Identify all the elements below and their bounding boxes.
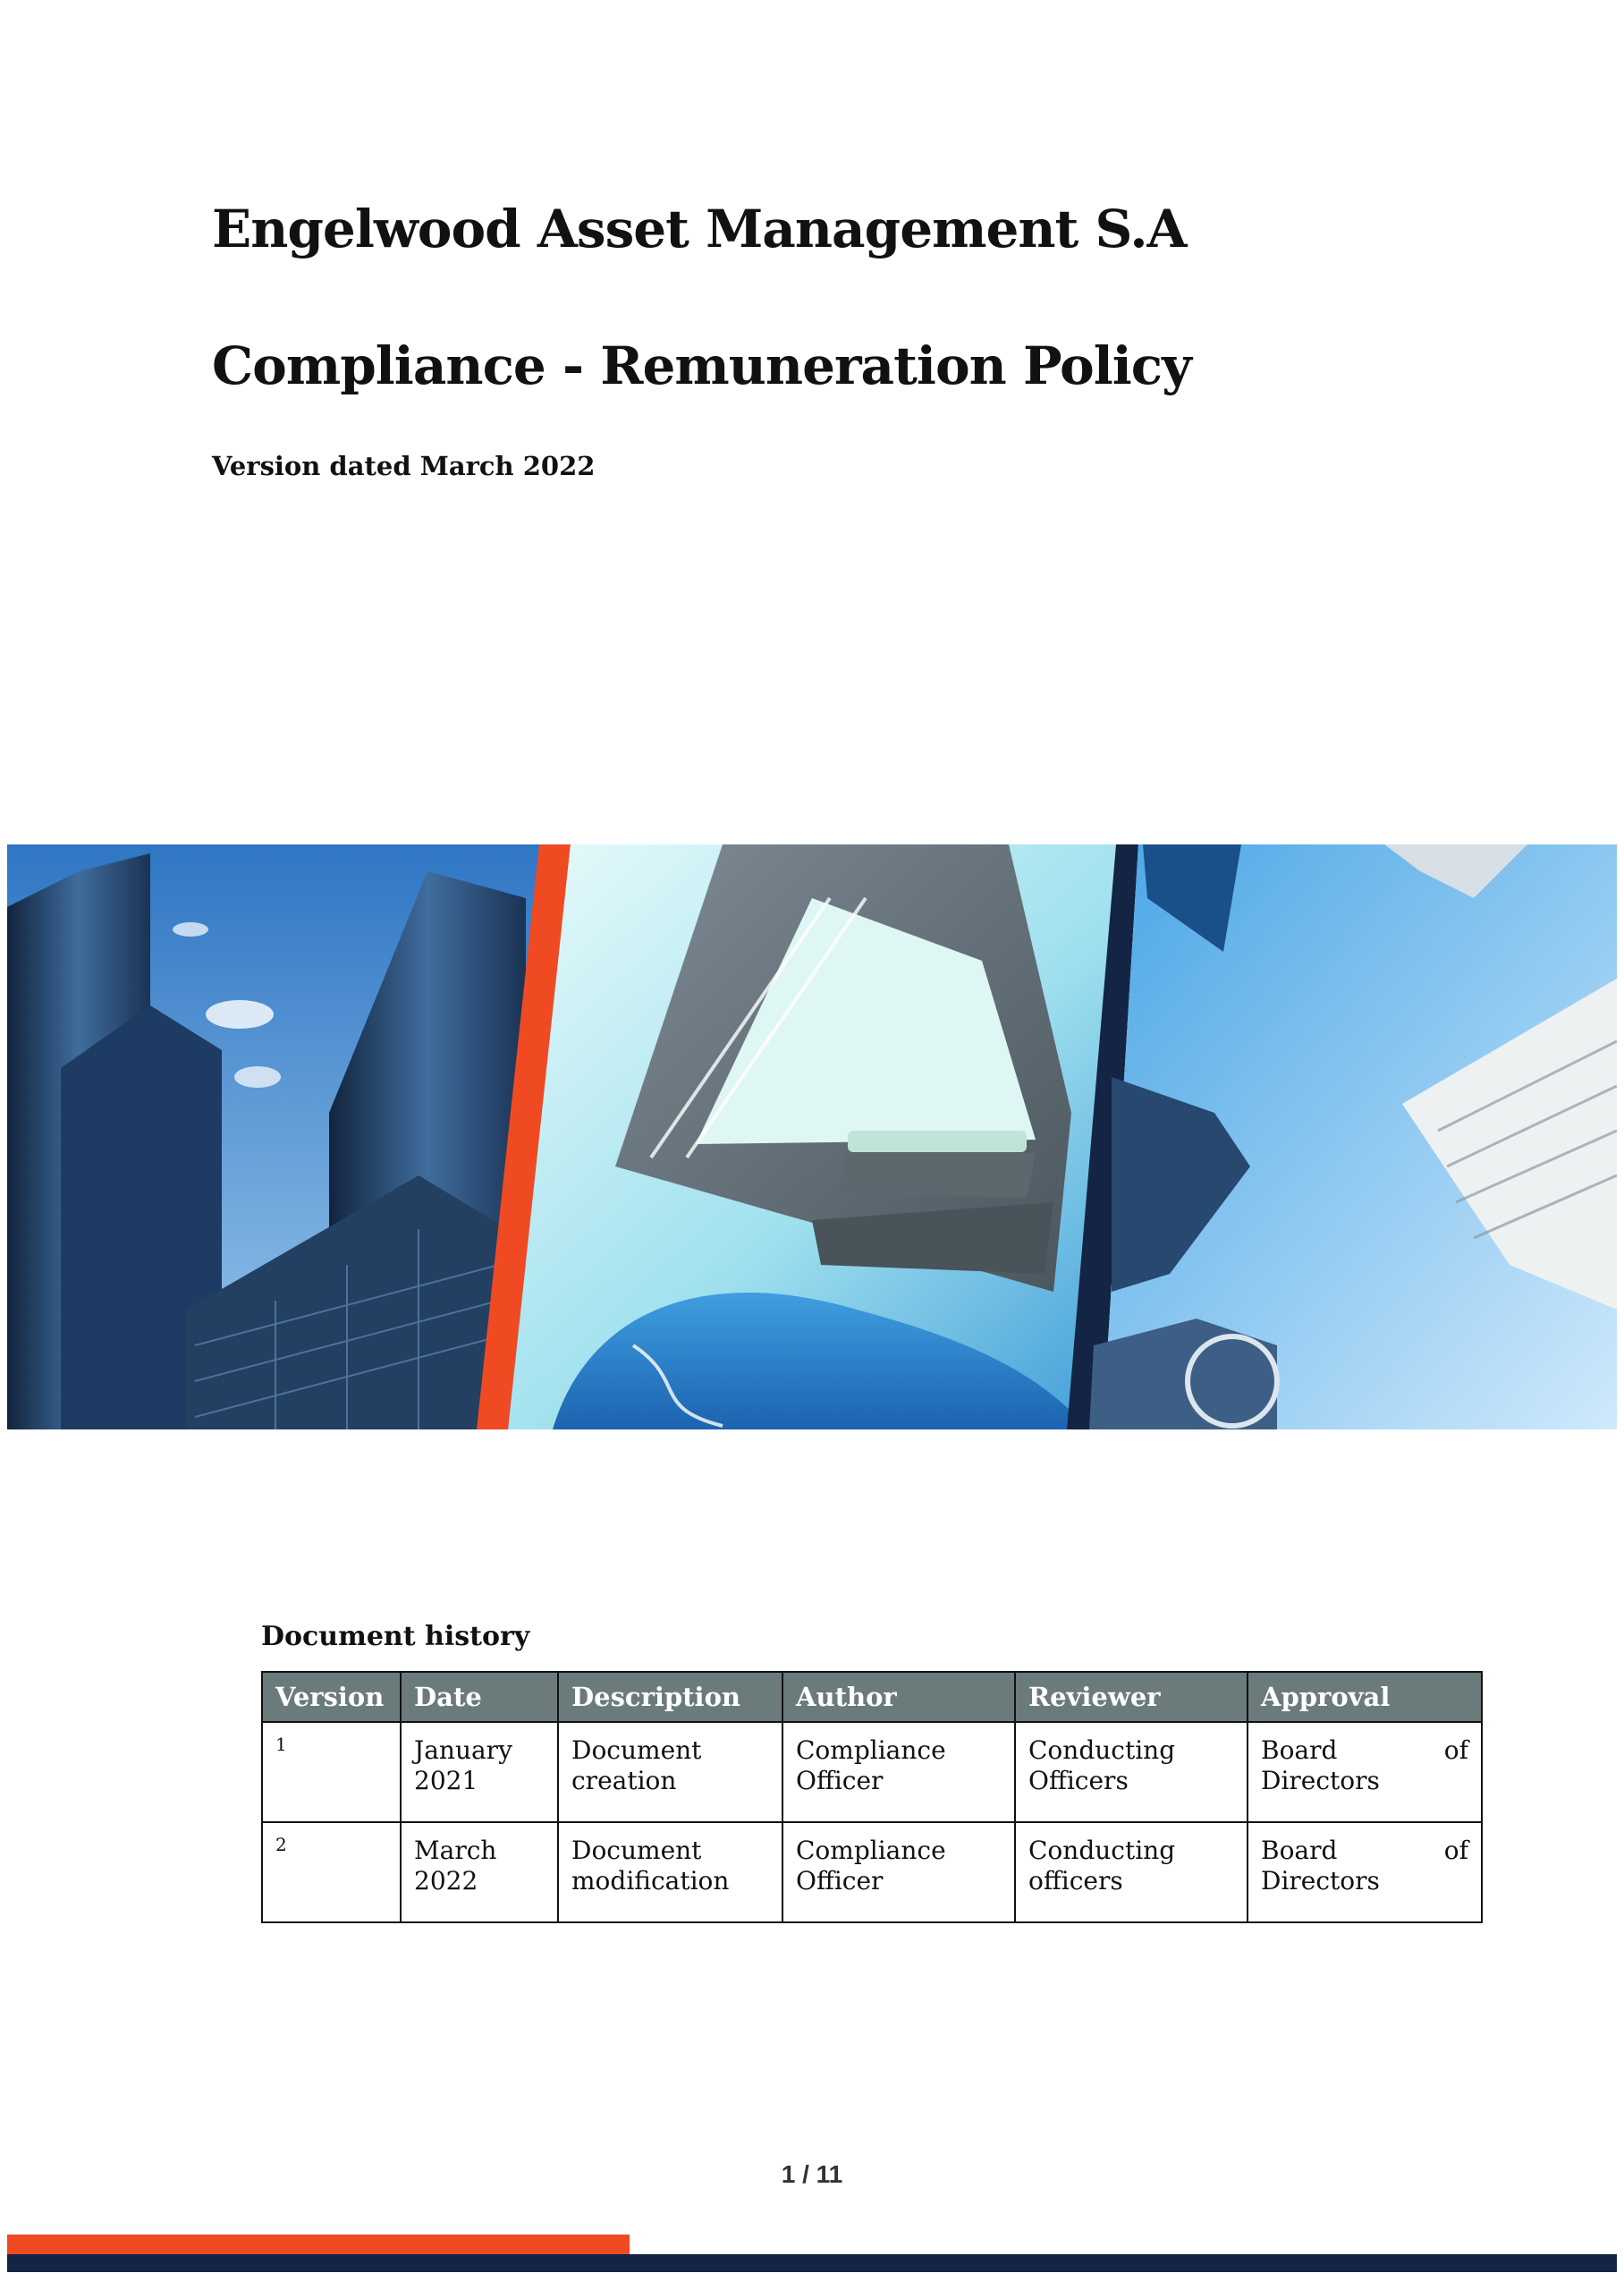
- column-header-date: Date: [401, 1672, 558, 1722]
- reviewer-cell: Conducting Officers: [1015, 1722, 1248, 1822]
- company-title: Engelwood Asset Management S.A: [212, 199, 1187, 259]
- footer-orange-bar: [7, 2235, 630, 2254]
- approval-word: Directors: [1261, 1866, 1380, 1896]
- page-number: 1 / 11: [781, 2160, 843, 2188]
- cover-banner-image: [7, 844, 1617, 1429]
- approval-cell: [1248, 1722, 1482, 1822]
- approval-word: Directors: [1261, 1766, 1380, 1795]
- version-cell: 1: [262, 1722, 401, 1822]
- approval-word: of: [1443, 1735, 1468, 1765]
- table-header-row: [262, 1672, 1482, 1722]
- column-header-description: Description: [558, 1672, 782, 1722]
- document-title: Compliance - Remuneration Policy: [212, 335, 1191, 396]
- author-cell: Compliance Officer: [782, 1722, 1015, 1822]
- column-header-version: Version: [262, 1672, 401, 1722]
- date-cell: January 2021: [401, 1722, 558, 1822]
- table-row: [262, 1822, 1482, 1922]
- version-date: Version dated March 2022: [212, 451, 596, 481]
- reviewer-cell: Conducting officers: [1015, 1822, 1248, 1922]
- footer-navy-bar: [7, 2254, 1617, 2272]
- document-history-table: [261, 1671, 1483, 1923]
- description-cell: Document modification: [558, 1822, 782, 1922]
- date-cell: March 2022: [401, 1822, 558, 1922]
- approval-word: Board: [1261, 1735, 1338, 1765]
- document-history-heading: Document history: [261, 1621, 530, 1652]
- author-cell: Compliance Officer: [782, 1822, 1015, 1922]
- column-header-approval: Approval: [1248, 1672, 1482, 1722]
- approval-word: of: [1443, 1836, 1468, 1865]
- description-cell: Document creation: [558, 1722, 782, 1822]
- approval-cell: [1248, 1822, 1482, 1922]
- column-header-author: Author: [782, 1672, 1015, 1722]
- table-row: [262, 1722, 1482, 1822]
- approval-word: Board: [1261, 1836, 1338, 1865]
- version-cell: 2: [262, 1822, 401, 1922]
- column-header-reviewer: Reviewer: [1015, 1672, 1248, 1722]
